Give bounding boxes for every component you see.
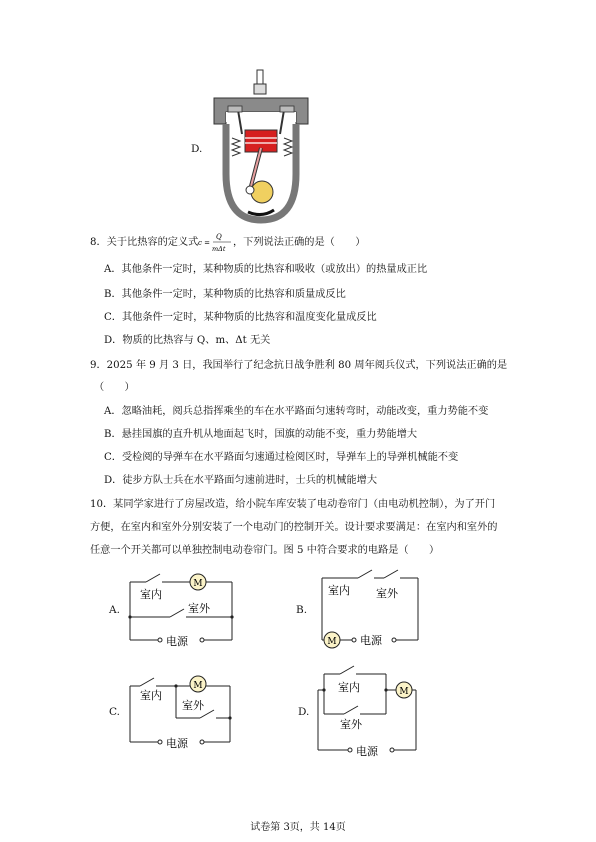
circuit-c-outdoor-switch-label: 室外	[182, 699, 204, 712]
circuit-a-power-label: 电源	[166, 635, 188, 648]
q8-option-a: A．其他条件一定时，某种物质的比热容和吸收（或放出）的热量成正比	[104, 264, 428, 275]
svg-text:M: M	[193, 681, 203, 691]
formula-numerator: Q	[216, 233, 222, 241]
q9-answer-blank: （ ）	[94, 382, 135, 393]
svg-text:M: M	[327, 637, 337, 647]
page-footer: 试卷第 3页，共 14页	[250, 822, 346, 833]
formula-c: c =	[198, 239, 211, 247]
circuit-d-indoor-switch-label: 室内	[338, 681, 360, 694]
q9-option-b: B．悬挂国旗的直升机从地面起飞时，国旗的动能不变，重力势能增大	[104, 429, 418, 440]
circuit-d-label: D.	[298, 706, 310, 718]
q10-stem-line1: 10．某同学家进行了房屋改造，给小院车库安装了电动卷帘门（由电动机控制），为了开门	[90, 499, 496, 510]
q9-option-d: D．徒步方队士兵在水平路面匀速前进时，士兵的机械能增大	[104, 475, 378, 486]
q8-option-b: B．其他条件一定时，某种物质的比热容和质量成反比	[104, 289, 346, 300]
specific-heat-formula	[198, 230, 234, 256]
circuit-c-indoor-switch-label: 室内	[140, 689, 162, 702]
q9-option-c: C．受检阅的导弹车在水平路面匀速通过检阅区时，导弹车上的导弹机械能不变	[104, 452, 459, 463]
circuit-c-power-label: 电源	[166, 737, 188, 750]
circuit-b-indoor-switch-label: 室内	[328, 584, 350, 597]
circuit-b-outdoor-switch-label: 室外	[376, 587, 398, 600]
circuit-a-outdoor-switch-label: 室外	[188, 602, 210, 615]
circuit-a-label: A.	[109, 604, 120, 616]
q8-option-d: D．物质的比热容与 Q、m、Δt 无关	[104, 335, 271, 346]
q8-stem-part1: 8．关于比热容的定义式	[90, 237, 199, 248]
circuit-b-diagram	[312, 566, 428, 652]
circuit-c-diagram	[120, 668, 236, 754]
four-stroke-engine-diagram	[212, 68, 310, 228]
circuit-a-indoor-switch-label: 室内	[140, 588, 162, 601]
q8-stem-part2: ，下列说法正确的是（ ）	[233, 237, 366, 248]
circuit-c-label: C.	[109, 706, 120, 718]
circuit-a-diagram	[120, 568, 240, 652]
q10-stem-line3: 任意一个开关都可以单独控制电动卷帘门。图 5 中符合要求的电路是（ ）	[90, 545, 440, 556]
circuit-b-power-label: 电源	[360, 634, 382, 647]
q9-option-a: A．忽略油耗，阅兵总指挥乘坐的车在水平路面匀速转弯时，动能改变，重力势能不变	[104, 406, 489, 417]
svg-text:M: M	[193, 579, 203, 589]
circuit-d-diagram	[308, 664, 426, 762]
engine-option-label: D.	[191, 143, 203, 155]
svg-text:M: M	[399, 687, 409, 697]
circuit-b-label: B.	[296, 604, 308, 616]
circuit-d-power-label: 电源	[356, 745, 378, 758]
circuit-d-motor	[396, 682, 412, 698]
circuit-b-motor	[324, 632, 340, 648]
q10-stem-line2: 方便，在室内和室外分别安装了一个电动门的控制开关。设计要求要满足：在室内和室外的	[90, 522, 498, 533]
circuit-a-motor	[190, 574, 206, 590]
circuit-d-outdoor-switch-label: 室外	[340, 718, 362, 731]
circuit-c-motor	[190, 676, 206, 692]
q8-option-c: C．其他条件一定时，某种物质的比热容和温度变化量成反比	[104, 312, 377, 323]
q9-stem: 9．2025 年 9 月 3 日，我国举行了纪念抗日战争胜利 80 周年阅兵仪式，下列说法正确的是	[90, 360, 508, 371]
formula-denominator: mΔt	[212, 245, 226, 253]
